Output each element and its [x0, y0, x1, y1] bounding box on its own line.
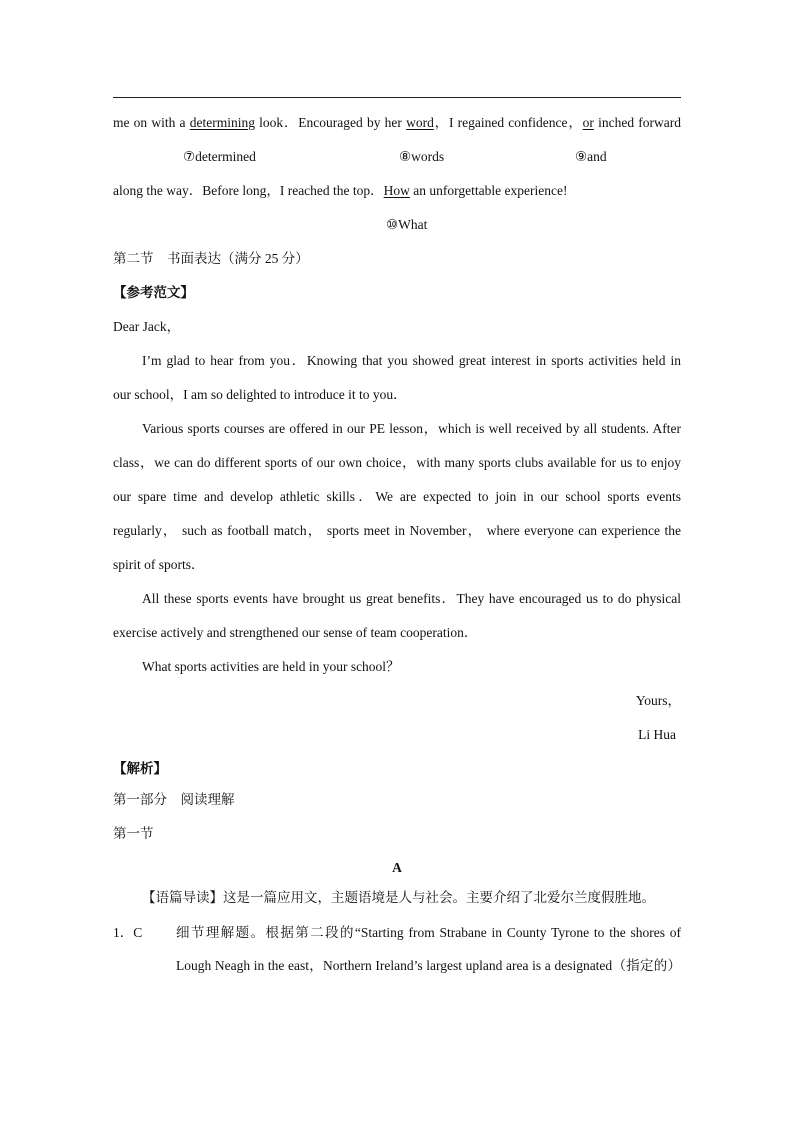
letter-salutation: Dear Jack，	[113, 319, 181, 334]
part-heading: 第一部分 阅读理解	[113, 792, 235, 807]
essay-line: regularly， such as football match， sports meet in November， where everyone can experience the	[113, 523, 681, 538]
essay-line: spirit of sports．	[113, 557, 205, 572]
correction-9: ⑨and	[575, 149, 607, 164]
essay-line: What sports activities are held in your school？	[142, 659, 400, 674]
essay-line: our spare time and develop athletic skills．We are expected to join in our school sports events	[113, 489, 681, 504]
passage-letter: A	[392, 860, 402, 875]
header-rule	[113, 97, 681, 98]
question-explanation-line: 细节理解题。根据第二段的“Starting from Strabane in County Tyrone to the shores of	[176, 925, 681, 940]
correction-8: ⑧words	[399, 149, 445, 164]
text-segment: me on with a	[113, 115, 190, 130]
letter-closing: Yours，	[635, 693, 681, 708]
text-segment: look．Encouraged by her	[254, 115, 407, 130]
passage-intro: 【语篇导读】这是一篇应用文，主题语境是人与社会。主要介绍了北爱尔兰度假胜地。	[142, 890, 655, 905]
text-segment: ，I regained confidence，	[433, 115, 583, 130]
section-heading: 第二节 书面表达（满分 25 分）	[113, 251, 309, 266]
correction-7: ⑦determined	[183, 149, 256, 164]
correction-sentence-line-2	[113, 182, 681, 200]
text-segment: an unforgettable experience!	[409, 183, 568, 198]
letter-signature: Li Hua	[638, 727, 676, 742]
text-segment: along the way．Before long，I reached the top．	[113, 183, 384, 198]
correction-10: ⑩What	[386, 217, 428, 232]
section-label: 第一节	[113, 826, 154, 841]
question-number: 1．C	[113, 925, 143, 940]
essay-line: class，we can do different sports of our own choice，with many sports clubs available for us to enjoy	[113, 455, 681, 470]
analysis-label: 【解析】	[113, 761, 167, 776]
correction-sentence-line-1	[113, 114, 681, 132]
essay-line: All these sports events have brought us great benefits．They have encouraged us to do physical	[142, 591, 681, 606]
essay-line: Various sports courses are offered in our PE lesson，which is well received by all students. After	[142, 421, 681, 436]
reference-label: 【参考范文】	[113, 285, 194, 300]
essay-line: our school，I am so delighted to introduce it to you．	[113, 387, 407, 402]
underlined-error: determining	[189, 115, 255, 130]
text-segment: inched forward	[593, 115, 681, 130]
question-explanation-line: Lough Neagh in the east，Northern Ireland’s largest upland area is a designated（指定的）	[176, 958, 681, 973]
underlined-error: How	[383, 183, 410, 198]
essay-line: exercise actively and strengthened our sense of team cooperation．	[113, 625, 478, 640]
underlined-error: or	[582, 115, 594, 130]
underlined-error: word	[406, 115, 434, 130]
essay-line: I’m glad to hear from you．Knowing that you showed great interest in sports activities held in	[142, 353, 681, 368]
